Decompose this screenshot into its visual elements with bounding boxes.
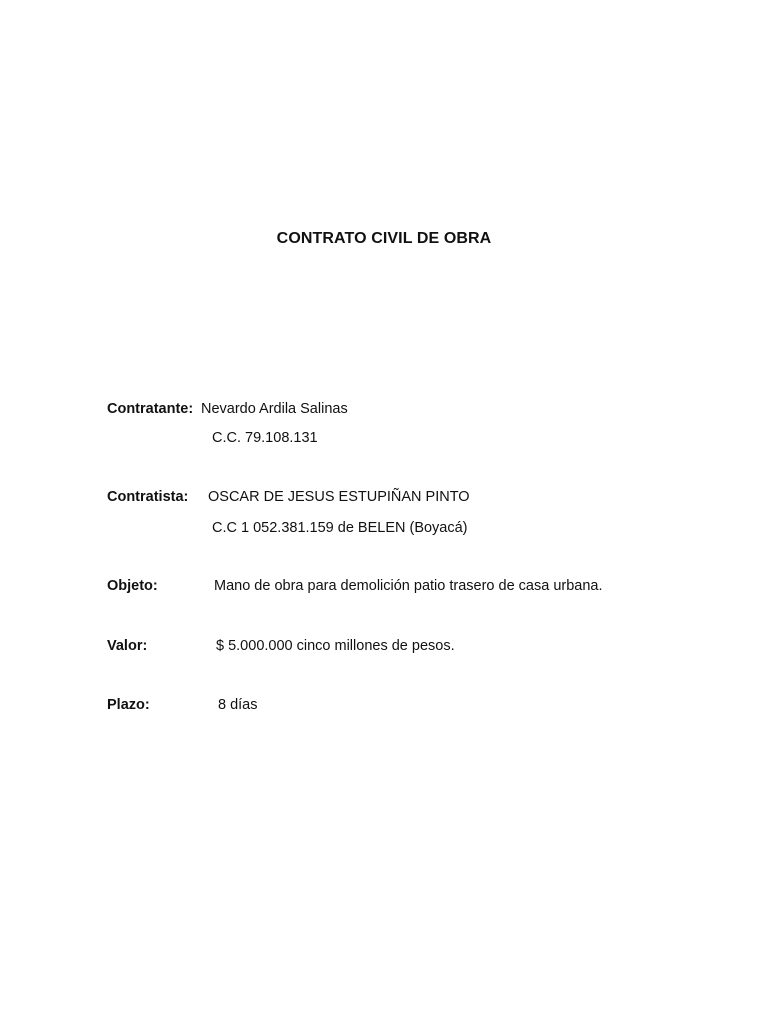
valor-value: $ 5.000.000 cinco millones de pesos. <box>216 638 455 654</box>
objeto-value: Mano de obra para demolición patio trasero de casa urbana. <box>214 578 603 594</box>
valor-label: Valor: <box>107 638 148 654</box>
plazo-value: 8 días <box>218 697 258 713</box>
contratante-id: C.C. 79.108.131 <box>212 430 318 446</box>
contratista-id: C.C 1 052.381.159 de BELEN (Boyacá) <box>212 520 468 536</box>
contratista-label: Contratista: <box>107 489 189 505</box>
contratista-name: OSCAR DE JESUS ESTUPIÑAN PINTO <box>208 489 470 505</box>
contratante-label: Contratante: <box>107 401 194 417</box>
document-title: CONTRATO CIVIL DE OBRA <box>276 230 492 247</box>
plazo-label: Plazo: <box>107 697 150 713</box>
objeto-label: Objeto: <box>107 578 158 594</box>
contratante-name: Nevardo Ardila Salinas <box>201 401 348 417</box>
